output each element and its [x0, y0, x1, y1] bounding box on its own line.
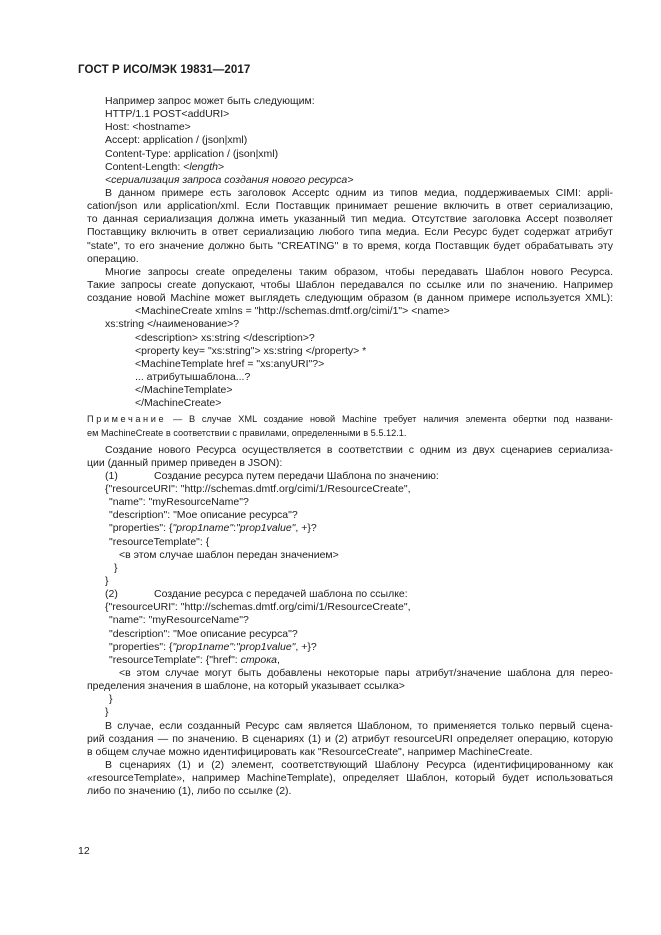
- paragraph-line: в общем случае можно идентифицировать как "ResourceCreate", например MachineCreate.: [87, 745, 533, 758]
- xml-line: <property key= "xs:string"> xs:string </property> *: [135, 344, 367, 357]
- note-line: ем MachineCreate в соответствии с правилами, определенными в 5.5.12.1.: [87, 427, 407, 438]
- paragraph-line: Создание нового Ресурса осуществляется в соответствии с одним из двух сценариев сериализа-: [105, 443, 613, 456]
- request-line: [87, 161, 613, 174]
- scenario-number: (1): [105, 469, 118, 482]
- xml-line: </MachineCreate>: [135, 397, 222, 410]
- json-line: {"resourceURI": "http://schemas.dmtf.org/cimi/1/ResourceCreate",: [105, 482, 411, 495]
- paragraph-line: В данном примере есть заголовок Acceptc одним из типов медиа, поддерживаемых CIMI: appli-: [105, 186, 613, 199]
- json-line: "description": "Мое описание ресурса"?: [109, 509, 298, 522]
- json-comment: <в этом случае шаблон передан значением>: [119, 548, 339, 561]
- note-label: Примечание: [87, 414, 167, 425]
- italic-text: "prop1name": [172, 640, 234, 653]
- text-run: , +}?: [295, 522, 317, 535]
- json-line: "resourceTemplate": {: [109, 535, 210, 548]
- json-line: }: [114, 561, 118, 574]
- paragraph-line: создание новой Machine может выглядеть следующим образом (в данном примере используется XML):: [87, 292, 613, 305]
- request-line: Accept: application / (json|xml): [105, 134, 248, 147]
- paragraph-line: рий создания — по значению. В сценариях (1) и (2) атрибут resourceURI определяет операцию, которую: [87, 732, 613, 745]
- paragraph-line: Поставщику включить в ответ сериализацию любого типа медиа. Если Ресурс будет содержат атрибут: [87, 226, 613, 239]
- text-run: >: [217, 160, 225, 173]
- xml-line: </MachineTemplate>: [135, 384, 233, 397]
- paragraph-line: "state", то его значение должно быть "CREATING" в то время, когда Поставщик будет обрабатывать эту: [87, 239, 613, 252]
- text-run: "properties": {: [109, 522, 173, 535]
- text-run: "properties": {: [109, 640, 173, 653]
- note-line: [87, 413, 613, 427]
- json-line: "name": "myResourceName"?: [109, 496, 249, 509]
- request-line: <сериализация запроса создания нового ресурса>: [105, 173, 354, 186]
- json-line: "name": "myResourceName"?: [109, 614, 249, 627]
- xml-line: xs:string </наименование>?: [105, 318, 240, 331]
- text-run: Content-Length: <: [105, 160, 190, 173]
- scenario-title: Создание ресурса с передачей шаблона по ссылке:: [154, 588, 408, 601]
- italic-text: "prop1value": [236, 522, 296, 535]
- json-line: {"resourceURI": "http://schemas.dmtf.org/cimi/1/ResourceCreate",: [105, 601, 411, 614]
- xml-line: <MachineCreate xmlns = "http://schemas.dmtf.org/cimi/1"> <name>: [135, 305, 450, 318]
- scenario-heading: [87, 588, 613, 601]
- paragraph-line: cation/json или application/xml. Если Поставщик принимает решение включить в ответ сериализацию,: [87, 200, 613, 213]
- request-line: Content-Type: application / (json|xml): [105, 147, 279, 160]
- paragraph-line: то данная сериализация должна иметь указанный тип медиа. Отсутствие заголовка Accept позволяет: [87, 213, 613, 226]
- paragraph-line: Многие запросы create определены таким образом, чтобы передавать Шаблон нового Ресурса.: [105, 265, 613, 278]
- request-line: HTTP/1.1 POST<addURI>: [105, 108, 230, 121]
- json-comment: пределения значения в шаблоне, на который указывает ссылка>: [87, 680, 405, 693]
- page-header: ГОСТ Р ИСО/МЭК 19831—2017: [78, 64, 251, 76]
- json-line: [87, 654, 613, 667]
- json-line: }: [105, 706, 109, 719]
- json-line: [87, 522, 613, 535]
- paragraph-line: либо по значению (1), либо по ссылке (2).: [87, 785, 292, 798]
- text-run: :: [233, 522, 236, 535]
- scenario-title: Создание ресурса путем передачи Шаблона по значению:: [154, 469, 439, 482]
- paragraph-line: В сценариях (1) и (2) элемент, соответствующий Шаблону Ресурса (идентифицированному как: [105, 758, 613, 771]
- italic-text: "prop1value": [236, 640, 296, 653]
- xml-line: ... атрибутышаблона...?: [135, 370, 251, 383]
- italic-text: строка: [240, 653, 277, 666]
- paragraph-line: В случае, если созданный Ресурс сам является Шаблоном, то применяется только первый сцена-: [105, 719, 613, 732]
- paragraph-line: операцию.: [87, 252, 139, 265]
- request-line: Host: <hostname>: [105, 121, 191, 134]
- xml-line: <MachineTemplate href = "xs:anyURI"?>: [135, 357, 325, 370]
- scenario-number: (2): [105, 588, 118, 601]
- page-number: 12: [78, 845, 90, 857]
- json-line: [87, 641, 613, 654]
- xml-line: <description> xs:string </description>?: [135, 331, 315, 344]
- json-comment: <в этом случае могут быть добавлены некоторые пары атрибут/значение шаблона для перео-: [119, 666, 613, 679]
- text-run: ,: [277, 653, 280, 666]
- italic-text: length: [189, 160, 218, 173]
- italic-text: "prop1name": [172, 522, 234, 535]
- text-run: :: [233, 640, 236, 653]
- text-run: , +}?: [295, 640, 317, 653]
- paragraph-line: ции (данный пример приведен в JSON):: [87, 456, 283, 469]
- text-run: "resourceTemplate": {"href":: [109, 653, 241, 666]
- paragraph-line: Такие запросы create допускают, чтобы Шаблон передавался по ссылке или по значению. Например: [87, 278, 613, 291]
- note-text: — В случае XML создание новой Machine требует наличия элемента обертки под названи-: [166, 414, 613, 425]
- paragraph-line: «resourceTemplate», например MachineTemplate), определяет Шаблон, который будет использоваться: [87, 772, 613, 785]
- json-line: }: [109, 693, 113, 706]
- page-content: [87, 95, 613, 798]
- scenario-heading: [87, 470, 613, 483]
- json-line: "description": "Мое описание ресурса"?: [109, 627, 298, 640]
- json-line: }: [105, 574, 109, 587]
- request-intro: Например запрос может быть следующим:: [105, 95, 315, 107]
